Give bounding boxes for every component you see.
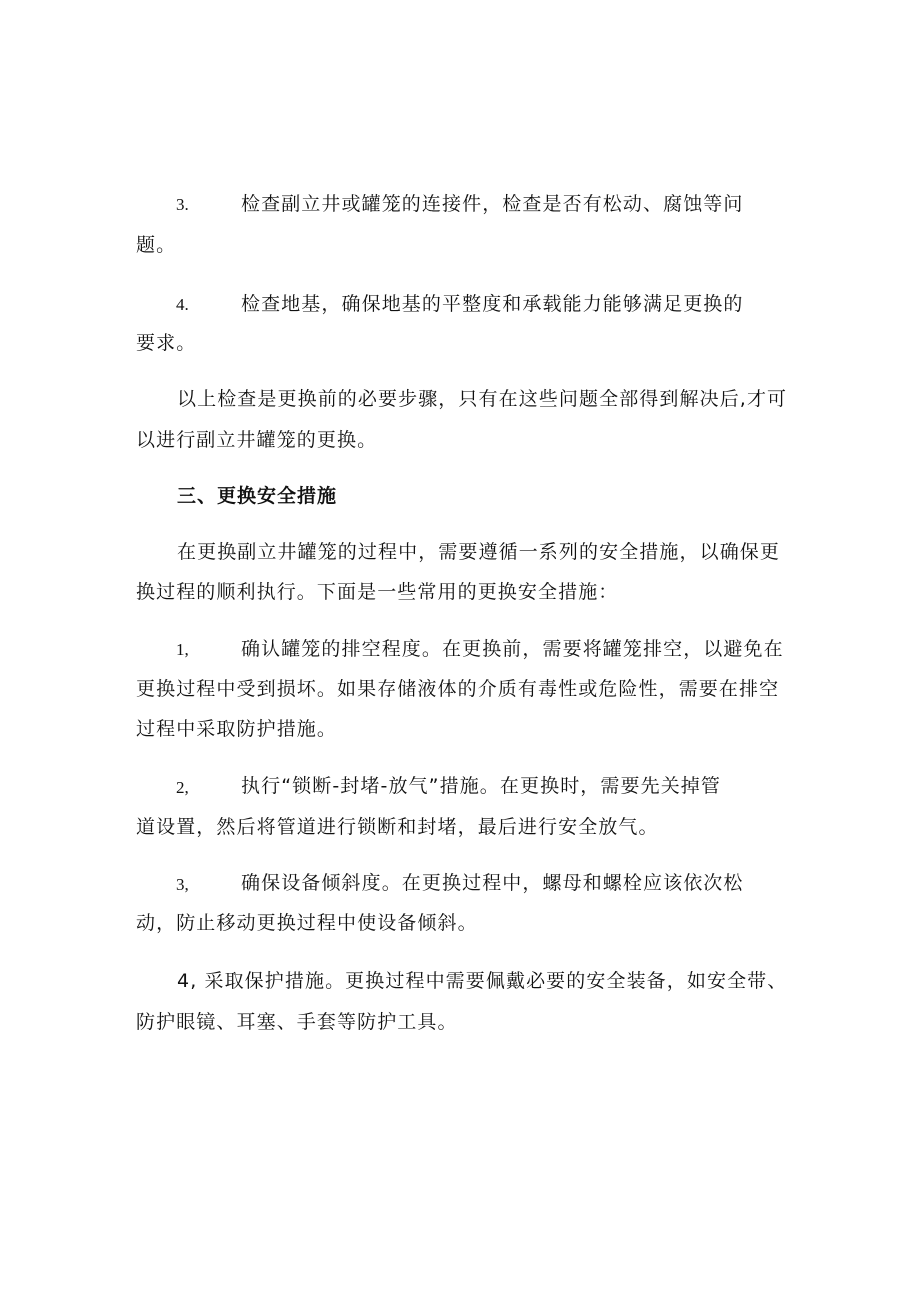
measure-1-number: 1, xyxy=(176,640,189,659)
item-4-line-2: 要求。 xyxy=(136,332,197,354)
measure-2-number: 2, xyxy=(176,778,189,797)
item-3-line-2: 题。 xyxy=(136,234,177,256)
intro-line-2: 换过程的顺利执行。下面是一些常用的更换安全措施： xyxy=(136,581,619,603)
measure-1-line-1: 确认罐笼的排空程度。在更换前，需要将罐笼排空，以避免在 xyxy=(241,638,784,660)
item-4-line-1: 检查地基，确保地基的平整度和承载能力能够满足更换的 xyxy=(241,293,744,315)
measure-3-line-2: 动，防止移动更换过程中使设备倾斜。 xyxy=(136,912,478,934)
summary-line-1: 以上检查是更换前的必要步骤，只有在这些问题全部得到解决后,才可 xyxy=(177,388,788,410)
measure-3-line-1: 确保设备倾斜度。在更换过程中，螺母和螺栓应该依次松 xyxy=(241,872,744,894)
summary-line-2: 以进行副立井罐笼的更换。 xyxy=(136,429,378,451)
measure-2-line-1: 执行“锁断-封堵-放气”措施。在更换时，需要先关掉管 xyxy=(241,775,721,797)
measure-4-line-1: 4, 采取保护措施。更换过程中需要佩戴必要的安全装备，如安全带、 xyxy=(177,970,788,992)
section-heading: 三、更换安全措施 xyxy=(177,485,338,507)
item-3-line-1: 检查副立井或罐笼的连接件，检查是否有松动、腐蚀等问 xyxy=(241,193,744,215)
item-4-number: 4. xyxy=(176,295,189,314)
intro-line-1: 在更换副立井罐笼的过程中，需要遵循一系列的安全措施，以确保更 xyxy=(177,541,781,563)
measure-1-line-2: 更换过程中受到损坏。如果存储液体的介质有毒性或危险性，需要在排空 xyxy=(136,678,780,700)
measure-1-line-3: 过程中采取防护措施。 xyxy=(136,718,338,740)
measure-4-line-2: 防护眼镜、耳塞、手套等防护工具。 xyxy=(136,1011,458,1033)
item-3-number: 3. xyxy=(176,195,189,214)
measure-2-line-2: 道设置，然后将管道进行锁断和封堵，最后进行安全放气。 xyxy=(136,816,659,838)
measure-3-number: 3, xyxy=(176,875,189,894)
